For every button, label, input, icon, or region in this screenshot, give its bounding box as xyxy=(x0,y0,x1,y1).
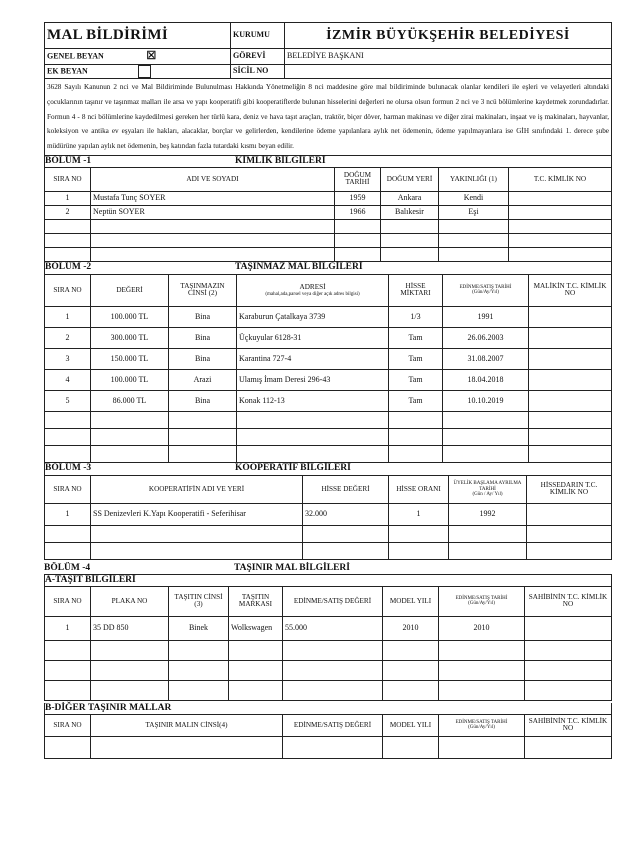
table-row-empty xyxy=(45,428,612,445)
cell-address: Konak 112-13 xyxy=(237,390,389,411)
col-owner-tc: MALİKİN T.C. KİMLİK NO xyxy=(529,274,612,306)
cell-no: 3 xyxy=(45,348,91,369)
col-model-year: MODEL YILI xyxy=(383,586,439,616)
s2-heading xyxy=(44,262,612,274)
cell-type: Bina xyxy=(169,306,237,327)
col-plate: PLAKA NO xyxy=(91,586,169,616)
date-header: EDİNME/SATIŞ TARİHİ xyxy=(459,284,512,290)
cell-year: 1959 xyxy=(335,191,381,205)
cell-owner-tc xyxy=(529,306,612,327)
cell-share: Tam xyxy=(389,348,443,369)
col-tc: T.C. KİMLİK NO xyxy=(509,167,612,191)
table-row xyxy=(45,327,612,348)
col-brand: TAŞITIN MARKASI xyxy=(229,586,283,616)
cooperative-table xyxy=(44,475,612,560)
cell-share: Tam xyxy=(389,390,443,411)
kurumu-value: İZMİR BÜYÜKŞEHİR BELEDİYESİ xyxy=(285,23,612,49)
ek-beyan-checkbox[interactable] xyxy=(138,65,151,78)
ek-beyan-label: EK BEYAN xyxy=(47,66,88,76)
address-header: ADRESİ xyxy=(299,282,326,291)
col-owner-tc: SAHİBİNİN T.C. KİMLİK NO xyxy=(525,714,612,736)
cell-no: 5 xyxy=(45,390,91,411)
s1-label: BÖLÜM -1 xyxy=(45,155,92,166)
col-date xyxy=(439,714,525,736)
cell-date: 18.04.2018 xyxy=(443,369,529,390)
cell-type: Bina xyxy=(169,348,237,369)
table-row-empty xyxy=(45,411,612,428)
genel-beyan-label: GENEL BEYAN xyxy=(47,51,104,61)
date-header: EDİNME/SATIŞ TARİHİ xyxy=(455,595,508,601)
real-estate-table xyxy=(44,274,612,463)
table-row-empty xyxy=(45,219,612,233)
membership-header: ÜYELİK BAŞLAMA AYRILMA TARİHİ xyxy=(453,481,522,492)
col-type: TAŞINMAZIN CİNSİ (2) xyxy=(169,274,237,306)
sicil-value xyxy=(285,65,612,79)
table-row-empty xyxy=(45,247,612,261)
cell-address: Karaburun Çatalkaya 3739 xyxy=(237,306,389,327)
cell-date: 31.08.2007 xyxy=(443,348,529,369)
table-row-empty xyxy=(45,445,612,462)
cell-owner-tc xyxy=(529,348,612,369)
cell-no: 1 xyxy=(45,306,91,327)
cell-coop-name: SS Denizevleri K.Yapı Kooperatifi - Seferihisar xyxy=(91,503,303,525)
col-value: EDİNME/SATIŞ DEĞERİ xyxy=(283,714,383,736)
table-row-empty xyxy=(45,525,612,542)
s2-title: TAŞINMAZ MAL BİLGİLERİ xyxy=(235,261,363,272)
col-date xyxy=(439,586,525,616)
col-address xyxy=(237,274,389,306)
col-date xyxy=(443,274,529,306)
cell-vehicle-type: Binek xyxy=(169,616,229,640)
cell-address: Ulamış İmam Deresi 296-43 xyxy=(237,369,389,390)
col-sira: SIRA NO xyxy=(45,274,91,306)
cell-brand: Wolkswagen xyxy=(229,616,283,640)
table-row-empty xyxy=(45,233,612,247)
s4-label: BÖLÜM -4 xyxy=(44,562,91,573)
date-header: EDİNME/SATIŞ TARİHİ xyxy=(455,719,508,725)
col-owner-tc: SAHİBİNİN T.C. KİMLİK NO xyxy=(525,586,612,616)
col-item-type: TAŞINIR MALIN CİNSİ(4) xyxy=(91,714,283,736)
cell-name: Mustafa Tunç SOYER xyxy=(91,191,335,205)
col-value: DEĞERİ xyxy=(91,274,169,306)
cell-value: 100.000 TL xyxy=(91,306,169,327)
genel-beyan-checkbox[interactable]: ☒ xyxy=(146,50,157,62)
cell-owner-tc xyxy=(529,390,612,411)
cell-no: 1 xyxy=(45,503,91,525)
table-row xyxy=(45,369,612,390)
cell-share: Tam xyxy=(389,369,443,390)
s3-heading xyxy=(44,463,612,475)
declaration-form xyxy=(44,22,612,759)
table-row xyxy=(45,390,612,411)
col-relation: YAKINLIĞI (1) xyxy=(439,167,509,191)
ek-beyan-row xyxy=(45,65,231,79)
col-shareholder-tc: HİSSEDARIN T.C. KİMLİK NO xyxy=(527,475,612,503)
genel-beyan-row xyxy=(45,49,231,65)
col-share-ratio: HİSSE ORANI xyxy=(389,475,449,503)
sicil-label: SİCİL NO xyxy=(231,65,285,79)
table-row xyxy=(45,191,612,205)
cell-owner-tc xyxy=(529,369,612,390)
s4-heading xyxy=(44,563,612,574)
s4b-heading: B-DİĞER TAŞINIR MALLAR xyxy=(44,703,612,714)
table-row-empty xyxy=(45,680,612,700)
col-membership-date xyxy=(449,475,527,503)
identity-table xyxy=(44,167,612,262)
s3-label: BÖLÜM -3 xyxy=(45,462,92,473)
col-birth-date: DOĞUM TARİHİ xyxy=(335,167,381,191)
cell-place: Ankara xyxy=(381,191,439,205)
cell-no: 1 xyxy=(45,191,91,205)
s4-title: TAŞINIR MAL BİLGİLERİ xyxy=(234,562,350,573)
cell-value: 150.000 TL xyxy=(91,348,169,369)
cell-address: Üçkuyular 6128-31 xyxy=(237,327,389,348)
cell-value: 86.000 TL xyxy=(91,390,169,411)
col-sira: SIRA NO xyxy=(45,475,91,503)
cell-share-value: 32.000 xyxy=(303,503,389,525)
gorevi-label: GÖREVİ xyxy=(231,49,285,65)
col-sira: SIRA NO xyxy=(45,586,91,616)
col-value: EDİNME/SATIŞ DEĞERİ xyxy=(283,586,383,616)
cell-value: 55.000 xyxy=(283,616,383,640)
col-vehicle-type: TAŞITIN CİNSİ (3) xyxy=(169,586,229,616)
date-subheader: (Gün/Ay/Yıl) xyxy=(468,601,495,607)
form-title: MAL BİLDİRİMİ xyxy=(45,23,231,49)
date-subheader: (Gün/Ay/Yıl) xyxy=(468,725,495,731)
cell-address: Karantina 727-4 xyxy=(237,348,389,369)
cell-date: 10.10.2019 xyxy=(443,390,529,411)
cell-shareholder-tc xyxy=(527,503,612,525)
table-row xyxy=(45,503,612,525)
cell-type: Bina xyxy=(169,327,237,348)
cell-no: 4 xyxy=(45,369,91,390)
cell-date: 2010 xyxy=(439,616,525,640)
cell-value: 300.000 TL xyxy=(91,327,169,348)
col-share: HİSSE MİKTARI xyxy=(389,274,443,306)
cell-membership-date: 1992 xyxy=(449,503,527,525)
cell-owner-tc xyxy=(529,327,612,348)
s2-label: BÖLÜM -2 xyxy=(45,261,92,272)
cell-date: 1991 xyxy=(443,306,529,327)
s1-heading xyxy=(44,156,612,167)
table-row-empty xyxy=(45,660,612,680)
intro-text: 3628 Sayılı Kanunun 2 nci ve Mal Bildiriminde Bulunulması Hakkında Yönetmeliğin 8 nci maddesine göre mal bildiriminde bulunacak olanlar kendileri ile eşleri ve velayetleri altındaki çocuklarının taşınır ve taşınmaz malları ile arsa ve yapı kooperatifi gibi kooperatiflerde bulunan hisselerini değerleri ne olursa olsun formun 2 nci ve 3 ncü bölümlerine kaydetmek zorundadırlar. Formun 4 - 8 nci bölümlerine kaydedilmesi gereken her türlü kara, deniz ve hava taşıt araçları, traktör, biçer döver, harman makinası ve diğer zirai makinaları, inşaat ve iş makinaları, hayvanlar, koleksiyon ve antika ev eşyaları ile hakları, alacaklar, borçlar ve gelirlerden, kendilerine ödeme yapılanlara aylık net ödemenin, ödeme yapılmayanlara ise GİH sınıfındaki 1. derece şube müdürüne yapılan aylık net ödemenin, beş katından fazla tutardaki kısmı beyan edilir. xyxy=(45,79,612,156)
table-row xyxy=(45,205,612,219)
col-name: ADI VE SOYADI xyxy=(91,167,335,191)
table-row-empty xyxy=(45,640,612,660)
s3-title: KOOPERATİF BİLGİLERİ xyxy=(235,462,351,473)
cell-place: Balıkesir xyxy=(381,205,439,219)
col-birth-place: DOĞUM YERİ xyxy=(381,167,439,191)
cell-value: 100.000 TL xyxy=(91,369,169,390)
col-share-value: HİSSE DEĞERİ xyxy=(303,475,389,503)
cell-no: 2 xyxy=(45,205,91,219)
s1-title: KİMLİK BİLGİLERİ xyxy=(235,155,326,166)
cell-type: Arazi xyxy=(169,369,237,390)
vehicle-table xyxy=(44,586,612,701)
cell-plate: 35 DD 850 xyxy=(91,616,169,640)
cell-no: 1 xyxy=(45,616,91,640)
cell-year: 1966 xyxy=(335,205,381,219)
membership-subheader: (Gün / Ay/ Yıl) xyxy=(472,492,503,498)
other-movables-table xyxy=(44,714,612,759)
cell-no: 2 xyxy=(45,327,91,348)
table-row-empty xyxy=(45,736,612,758)
col-sira: SIRA NO xyxy=(45,714,91,736)
cell-relation: Eşi xyxy=(439,205,509,219)
cell-owner-tc xyxy=(525,616,612,640)
table-row xyxy=(45,306,612,327)
cell-share: Tam xyxy=(389,327,443,348)
cell-relation: Kendi xyxy=(439,191,509,205)
cell-share-ratio: 1 xyxy=(389,503,449,525)
cell-type: Bina xyxy=(169,390,237,411)
table-row-empty xyxy=(45,542,612,559)
s4a-heading: A-TAŞIT BİLGİLERİ xyxy=(44,574,612,586)
form-header xyxy=(44,22,612,156)
date-subheader: (Gün/Ay/Yıl) xyxy=(472,290,499,296)
kurumu-label: KURUMU xyxy=(231,23,285,49)
col-coop-name: KOOPERATİFİN ADI VE YERİ xyxy=(91,475,303,503)
table-row xyxy=(45,616,612,640)
col-model-year: MODEL YILI xyxy=(383,714,439,736)
col-sira: SIRA NO xyxy=(45,167,91,191)
cell-model-year: 2010 xyxy=(383,616,439,640)
cell-tc xyxy=(509,191,612,205)
gorevi-value: BELEDİYE BAŞKANI xyxy=(285,49,612,65)
cell-name: Neptün SOYER xyxy=(91,205,335,219)
cell-share: 1/3 xyxy=(389,306,443,327)
table-row xyxy=(45,348,612,369)
cell-tc xyxy=(509,205,612,219)
cell-date: 26.06.2003 xyxy=(443,327,529,348)
address-subheader: (mahal,ada,parsel veya diğer açık adres bilgisi) xyxy=(265,291,360,297)
